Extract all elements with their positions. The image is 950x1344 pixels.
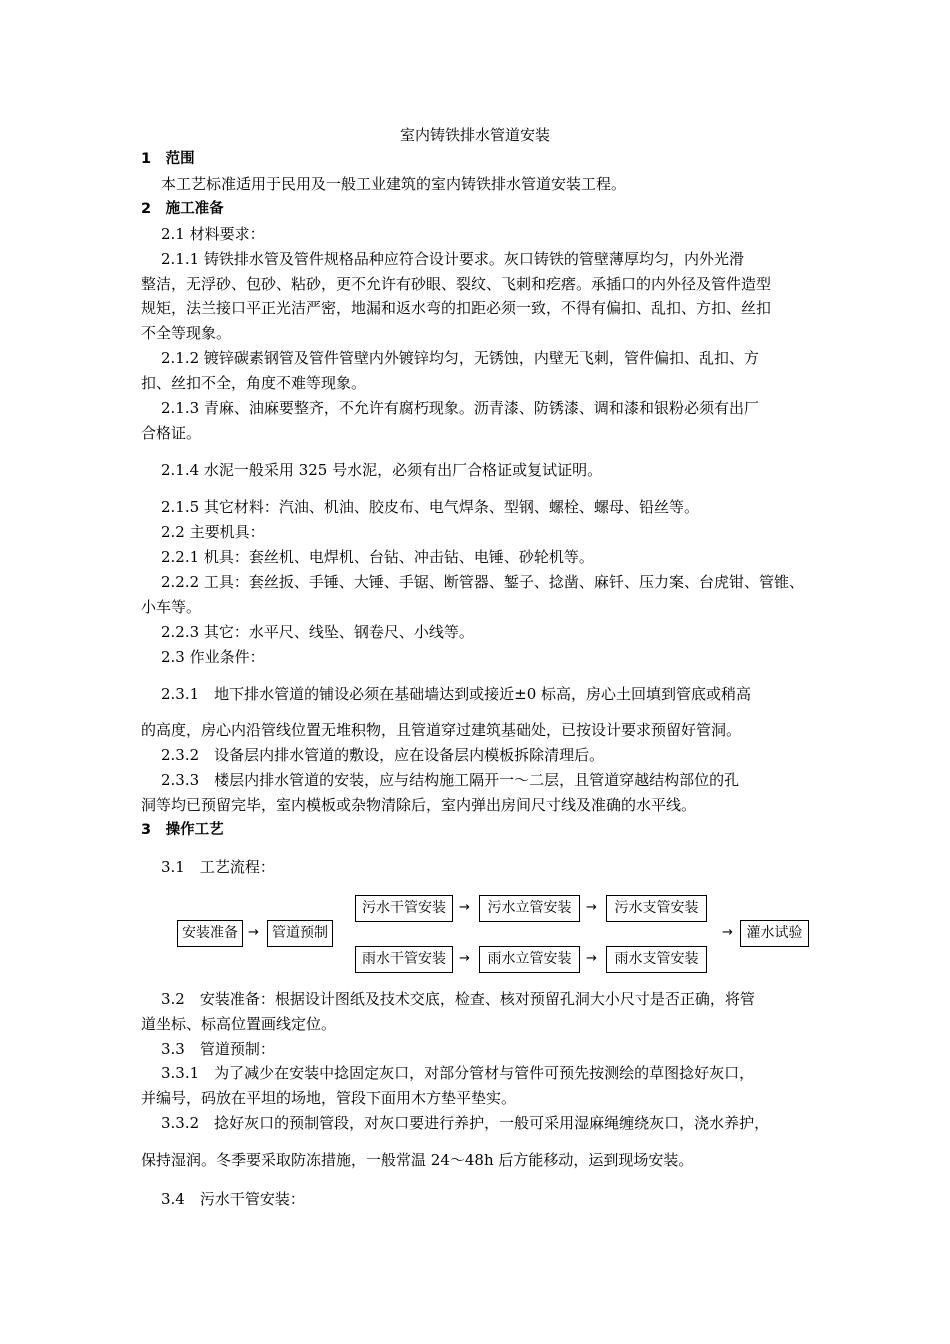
paragraph-line: 2.1.3 青麻、油麻要整齐，不允许有腐朽现象。沥青漆、防锈漆、调和漆和银粉必须有出厂	[161, 399, 759, 417]
flow-step-rain-riser: 雨水立管安装	[479, 946, 580, 973]
paragraph-line: 小车等。	[141, 598, 202, 616]
flow-arrow: →	[722, 925, 733, 940]
flow-step-rain-main: 雨水干管安装	[355, 946, 453, 973]
paragraph-line: 的高度，房心内沿管线位置无堆积物，且管道穿过建筑基础处，已按设计要求预留好管洞。	[141, 721, 742, 739]
paragraph-line: 3.3 管道预制：	[161, 1040, 275, 1058]
paragraph-line: 本工艺标准适用于民用及一般工业建筑的室内铸铁排水管道安装工程。	[161, 175, 627, 193]
flow-arrow: →	[586, 951, 597, 966]
flow-step-start: 安装准备	[177, 920, 243, 947]
paragraph-line: 3.3.2 捻好灰口的预制管段，对灰口要进行养护，一般可采用湿麻绳缠绕灰口，浇水养护，	[161, 1114, 770, 1132]
paragraph-line: 合格证。	[141, 424, 202, 442]
paragraph-line: 3.1 工艺流程：	[161, 858, 275, 876]
section-heading: 3 操作工艺	[141, 822, 224, 838]
paragraph-line: 2.2.1 机具：套丝机、电焊机、台钻、冲击钻、电锤、砂轮机等。	[161, 548, 594, 566]
paragraph-line: 2.2.3 其它：水平尺、线坠、钢卷尺、小线等。	[161, 623, 474, 641]
flow-step-prefab: 管道预制	[267, 920, 333, 947]
paragraph-line: 规矩，法兰接口平正光洁严密，地漏和返水弯的扣距必须一致，不得有偏扣、乱扣、方扣、丝扣	[141, 299, 772, 317]
flow-step-sewage-riser: 污水立管安装	[479, 895, 580, 922]
paragraph-line: 2.1.5 其它材料：汽油、机油、胶皮布、电气焊条、型钢、螺栓、螺母、铅丝等。	[161, 498, 699, 516]
paragraph-line: 2.3.1 地下排水管道的铺设必须在基础墙达到或接近±0 标高，房心土回填到管底或稍高	[161, 685, 752, 703]
paragraph-line: 整洁，无浮砂、包砂、粘砂，更不允许有砂眼、裂纹、飞刺和疙瘩。承插口的内外径及管件造型	[141, 275, 772, 293]
section-heading: 1 范围	[141, 151, 195, 167]
paragraph-line: 3.3.1 为了减少在安装中捻固定灰口，对部分管材与管件可预先按测绘的草图捻好灰口，	[161, 1064, 755, 1082]
paragraph-line: 不全等现象。	[141, 324, 232, 342]
flow-arrow: →	[248, 925, 259, 940]
paragraph-line: 3.2 安装准备：根据设计图纸及技术交底，检查、核对预留孔洞大小尺寸是否正确，将管	[161, 990, 755, 1008]
flow-step-sewage-branch: 污水支管安装	[606, 895, 707, 922]
paragraph-line: 扣、丝扣不全，角度不难等现象。	[141, 374, 367, 392]
flow-arrow: →	[459, 900, 470, 915]
paragraph-line: 保持湿润。冬季要采取防冻措施，一般常温 24～48h 后方能移动，运到现场安装。	[141, 1151, 694, 1169]
paragraph-line: 2.2.2 工具：套丝扳、手锤、大锤、手锯、断管器、錾子、捻凿、麻钎、压力案、台虎钳、管锥、	[161, 573, 804, 591]
paragraph-line: 2.3.3 楼层内排水管道的安装，应与结构施工隔开一～二层，且管道穿越结构部位的孔	[161, 771, 740, 789]
paragraph-line: 2.2 主要机具：	[161, 523, 265, 541]
flow-step-test: 灌水试验	[740, 920, 809, 947]
paragraph-line: 2.1 材料要求：	[161, 225, 265, 243]
paragraph-line: 道坐标、标高位置画线定位。	[141, 1015, 337, 1033]
flow-arrow: →	[459, 951, 470, 966]
flow-arrow: →	[586, 900, 597, 915]
paragraph-line: 2.1.1 铸铁排水管及管件规格品种应符合设计要求。灰口铸铁的管壁薄厚均匀，内外光滑	[161, 250, 744, 268]
flow-step-sewage-main: 污水干管安装	[355, 895, 453, 922]
paragraph-line: 3.4 污水干管安装：	[161, 1190, 305, 1208]
paragraph-line: 并编号，码放在平坦的场地，管段下面用木方垫平垫实。	[141, 1089, 517, 1107]
paragraph-line: 2.3.2 设备层内排水管道的敷设，应在设备层内模板拆除清理后。	[161, 746, 605, 764]
paragraph-line: 2.1.2 镀锌碳素钢管及管件管壁内外镀锌均匀，无锈蚀，内壁无飞刺，管件偏扣、乱扣、方	[161, 349, 759, 367]
paragraph-line: 洞等均已预留完毕，室内模板或杂物清除后，室内弹出房间尺寸线及准确的水平线。	[141, 796, 697, 814]
flow-step-rain-branch: 雨水支管安装	[606, 946, 707, 973]
page-title: 室内铸铁排水管道安装	[399, 126, 550, 144]
section-heading: 2 施工准备	[141, 201, 224, 217]
paragraph-line: 2.3 作业条件：	[161, 648, 265, 666]
paragraph-line: 2.1.4 水泥一般采用 325 号水泥，必须有出厂合格证或复试证明。	[161, 461, 603, 479]
